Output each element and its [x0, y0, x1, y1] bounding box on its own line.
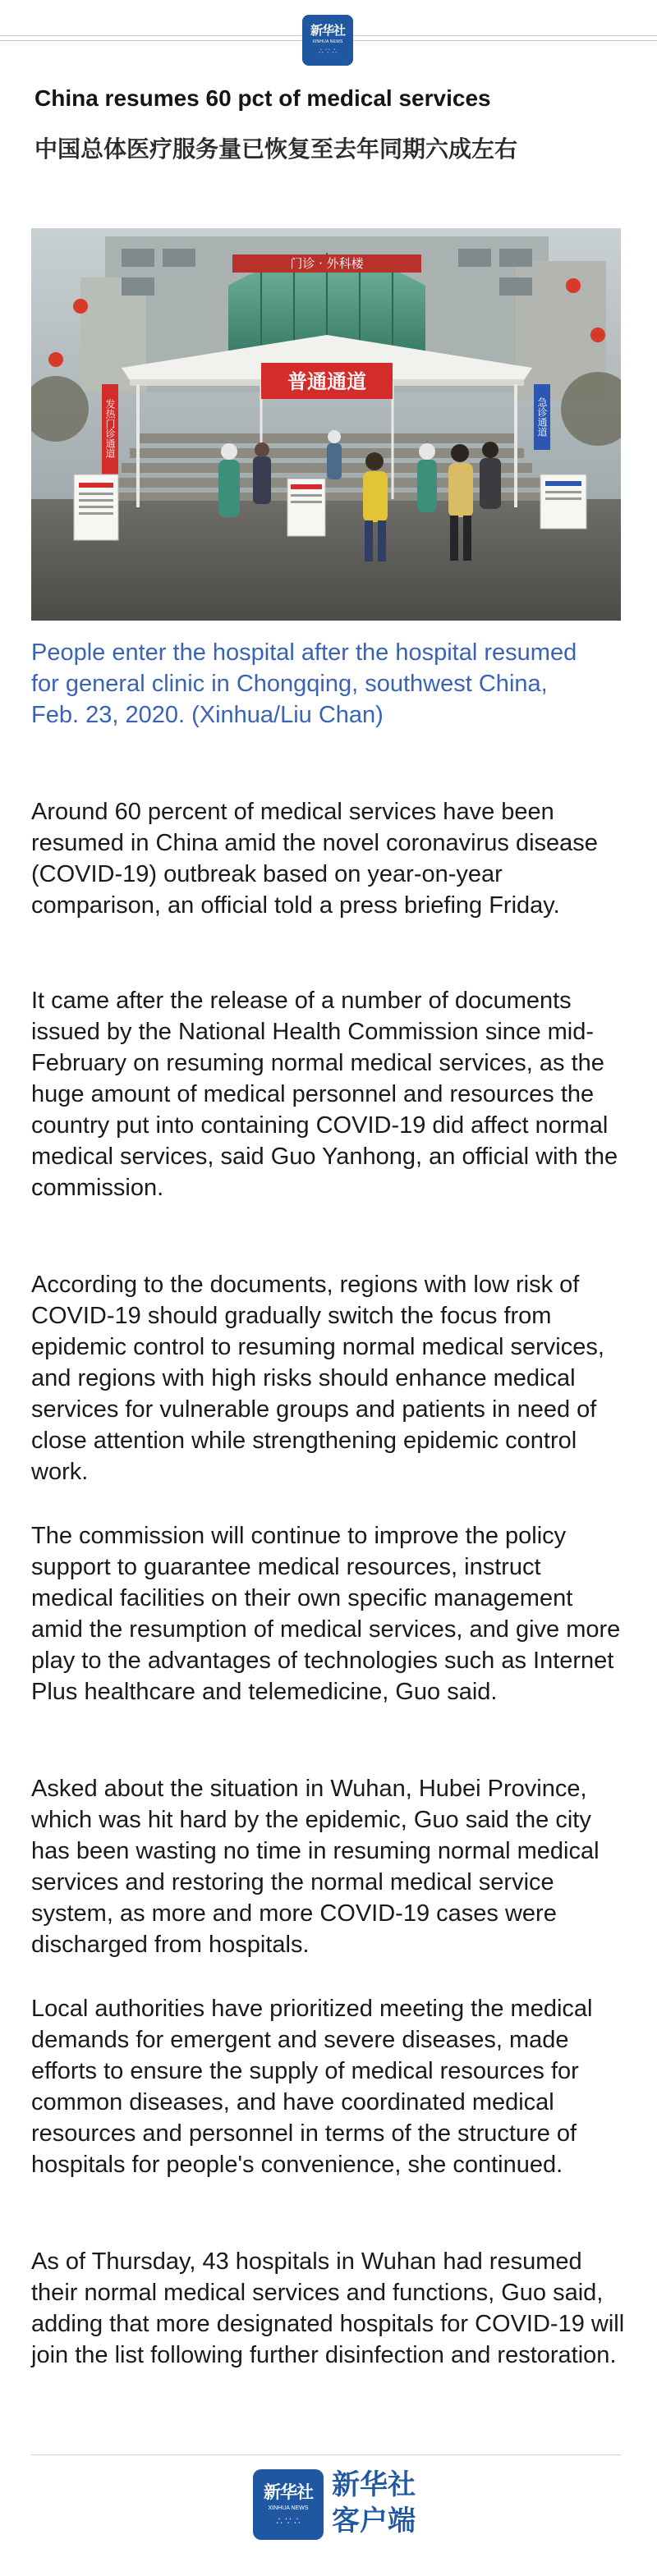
paragraph-4: The commission will continue to improve the policy support to guarantee medical resources, instruct medical facilities on their own specific management amid the resumption of medical services, and give more play to the advantages of technologies such as Internet Plus healthcare and telemedicine, Guo said.	[31, 1523, 621, 1705]
footer-logo-dots-icon: ∴ ∵ ∴	[276, 2515, 301, 2527]
footer-logo-en-text: XINHUA NEWS	[268, 2505, 309, 2511]
paragraph-3: According to the documents, regions with low risk of COVID-19 should gradually switch the focus from epidemic control to resuming normal medical services, and regions with high risks should enhance medical services for vulnerable groups and patients in need of close attention while strengthening epidemic control work.	[31, 1272, 604, 1485]
paragraph-7: As of Thursday, 43 hospitals in Wuhan had resumed their normal medical services and functions, Guo said, adding that more designated hospitals for COVID-19 will join the list following further disinfection and restoration.	[31, 2248, 625, 2368]
footer-logo-cn-text: 新华社	[264, 2482, 313, 2502]
article-title-en: China resumes 60 pct of medical services	[34, 85, 491, 111]
xinhua-logo-footer[interactable]	[253, 2469, 324, 2540]
logo-en-text: XINHUA NEWS	[312, 39, 343, 44]
paragraph-6: Local authorities have prioritized meeting the medical demands for emergent and severe diseases, made efforts to ensure the supply of medical resources for common diseases, and have coordinated medical resources and personnel in terms of the structure of hospitals for people's convenience, she continued.	[31, 1996, 593, 2178]
paragraph-2: It came after the release of a number of documents issued by the National Health Commission since mid-February on resuming normal medical services, as the huge amount of medical personnel and resources the country put into containing COVID-19 did affect normal medical services, said Guo Yanhong, an official with the commission.	[31, 988, 618, 1201]
sign-main-text: 普通通道	[287, 370, 366, 393]
logo-dots-icon: ∴ ∵ ∴	[318, 47, 338, 55]
footer-brand-line1[interactable]: 新华社	[332, 2468, 416, 2501]
photo-caption: People enter the hospital after the hospital resumed for general clinic in Chongqing, southwest China, Feb. 23, 2020. (Xinhua/Liu Chan)	[31, 639, 577, 728]
sign-top-text: 门诊 · 外科楼	[290, 256, 364, 271]
footer-brand-line2[interactable]: 客户端	[332, 2505, 416, 2537]
article-photo	[31, 228, 621, 621]
article-title-cn: 中国总体医疗服务量已恢复至去年同期六成左右	[34, 135, 518, 163]
logo-cn-text: 新华社	[310, 23, 345, 38]
sign-left-text: 发热门诊通道	[104, 399, 116, 458]
paragraph-5: Asked about the situation in Wuhan, Hubei Province, which was hit hard by the epidemic, Guo said the city has been wasting no time in resuming normal medical services and restoring the normal medical service system, as more and more COVID-19 cases were discharged from hospitals.	[31, 1776, 600, 1958]
paragraph-1: Around 60 percent of medical services have been resumed in China amid the novel coronavirus disease (COVID-19) outbreak based on year-on-year comparison, an official told a press briefing Friday.	[31, 799, 598, 919]
sign-right-text: 急诊通道	[536, 397, 548, 437]
xinhua-logo-header[interactable]	[302, 15, 353, 66]
hospital-entrance-illustration	[31, 228, 621, 621]
